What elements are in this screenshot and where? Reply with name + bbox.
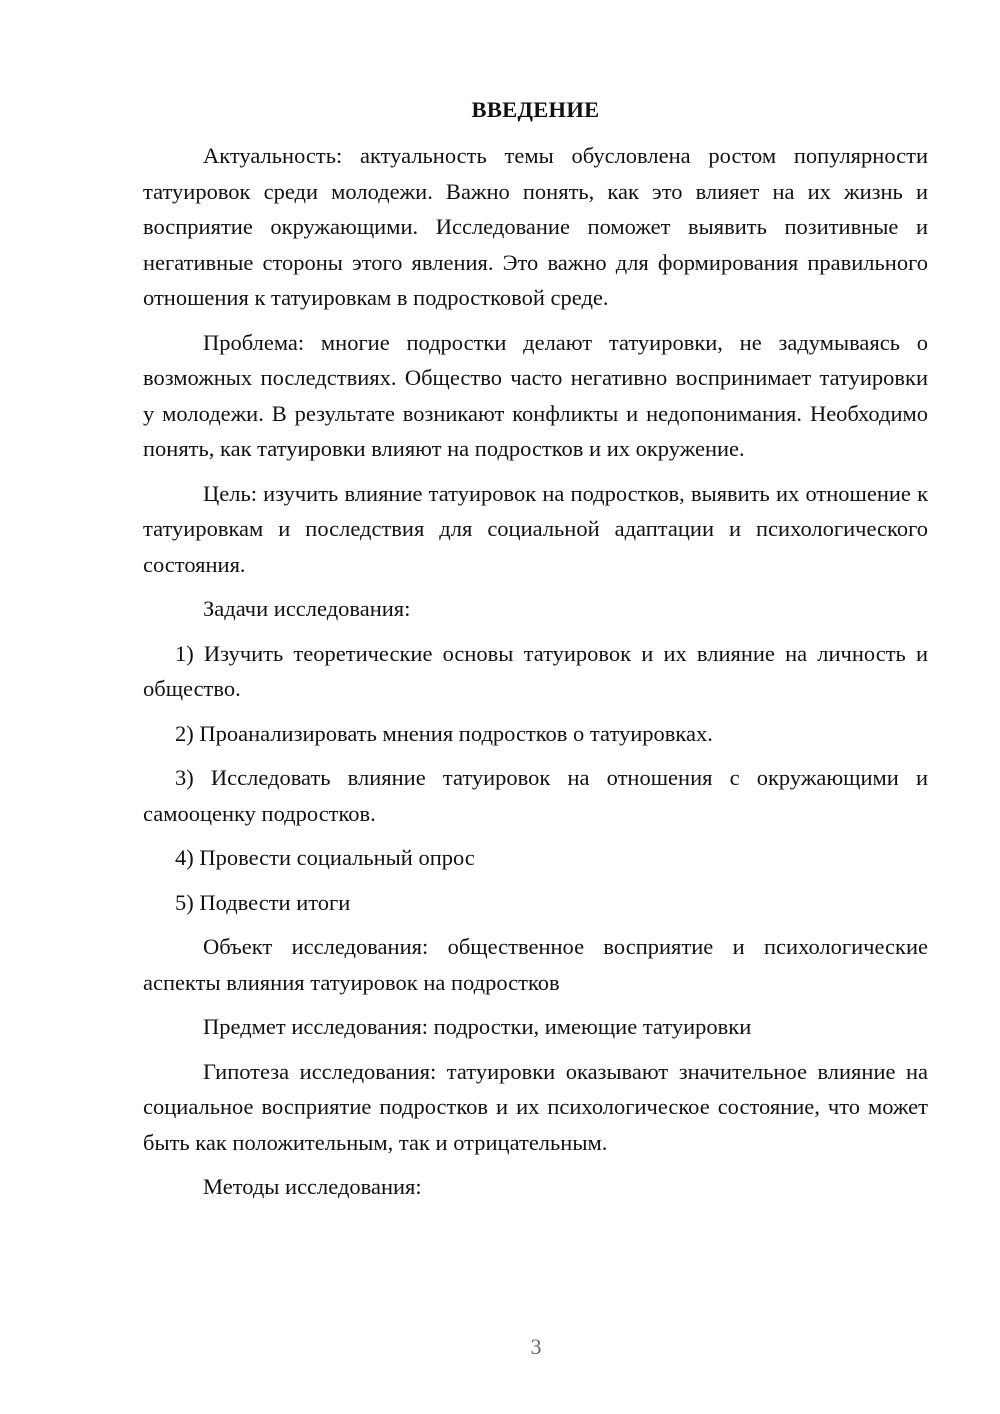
page-number: 3 <box>530 1334 542 1359</box>
object-paragraph: Объект исследования: общественное восприятие и психологические аспекты влияния татуировок на подростков <box>143 934 928 995</box>
task-item-4: 4) Провести социальный опрос <box>175 845 475 870</box>
methods-heading: Методы исследования: <box>203 1174 422 1199</box>
page-title: ВВЕДЕНИЕ <box>471 97 600 122</box>
task-item-1: 1) Изучить теоретические основы татуировок и их влияние на личность и общество. <box>143 640 928 701</box>
hypothesis-paragraph: Гипотеза исследования: татуировки оказывают значительное влияние на социальное восприятие подростков и их психологическое состояние, что может быть как положительным, так и отрицательным. <box>143 1058 928 1155</box>
subject-paragraph: Предмет исследования: подростки, имеющие татуировки <box>203 1014 752 1039</box>
problem-paragraph: Проблема: многие подростки делают татуировки, не задумываясь о возможных последствиях. Общество часто негативно воспринимает татуировки у молодежи. В результате возникают конфликты и недопонимания. Необходимо понять, как татуировки влияют на подростков и их окружение. <box>143 329 928 461</box>
tasks-heading: Задачи исследования: <box>203 596 411 621</box>
goal-paragraph: Цель: изучить влияние татуировок на подростков, выявить их отношение к татуировкам и последствия для социальной адаптации и психологического состояния. <box>143 480 928 577</box>
task-item-5: 5) Подвести итоги <box>175 889 351 915</box>
relevance-paragraph: Актуальность: актуальность темы обусловлена ростом популярности татуировок среди молодежи. Важно понять, как это влияет на их жизнь и восприятие окружающими. Исследование поможет выявить позитивные и негативные стороны этого явления. Это важно для формирования правильного отношения к татуировкам в подростковой среде. <box>143 143 928 310</box>
task-item-3: 3) Исследовать влияние татуировок на отношения с окружающими и самооценку подростков. <box>143 765 928 826</box>
document-body <box>143 92 928 1214</box>
task-item-2: 2) Проанализировать мнения подростков о татуировках. <box>175 720 713 746</box>
